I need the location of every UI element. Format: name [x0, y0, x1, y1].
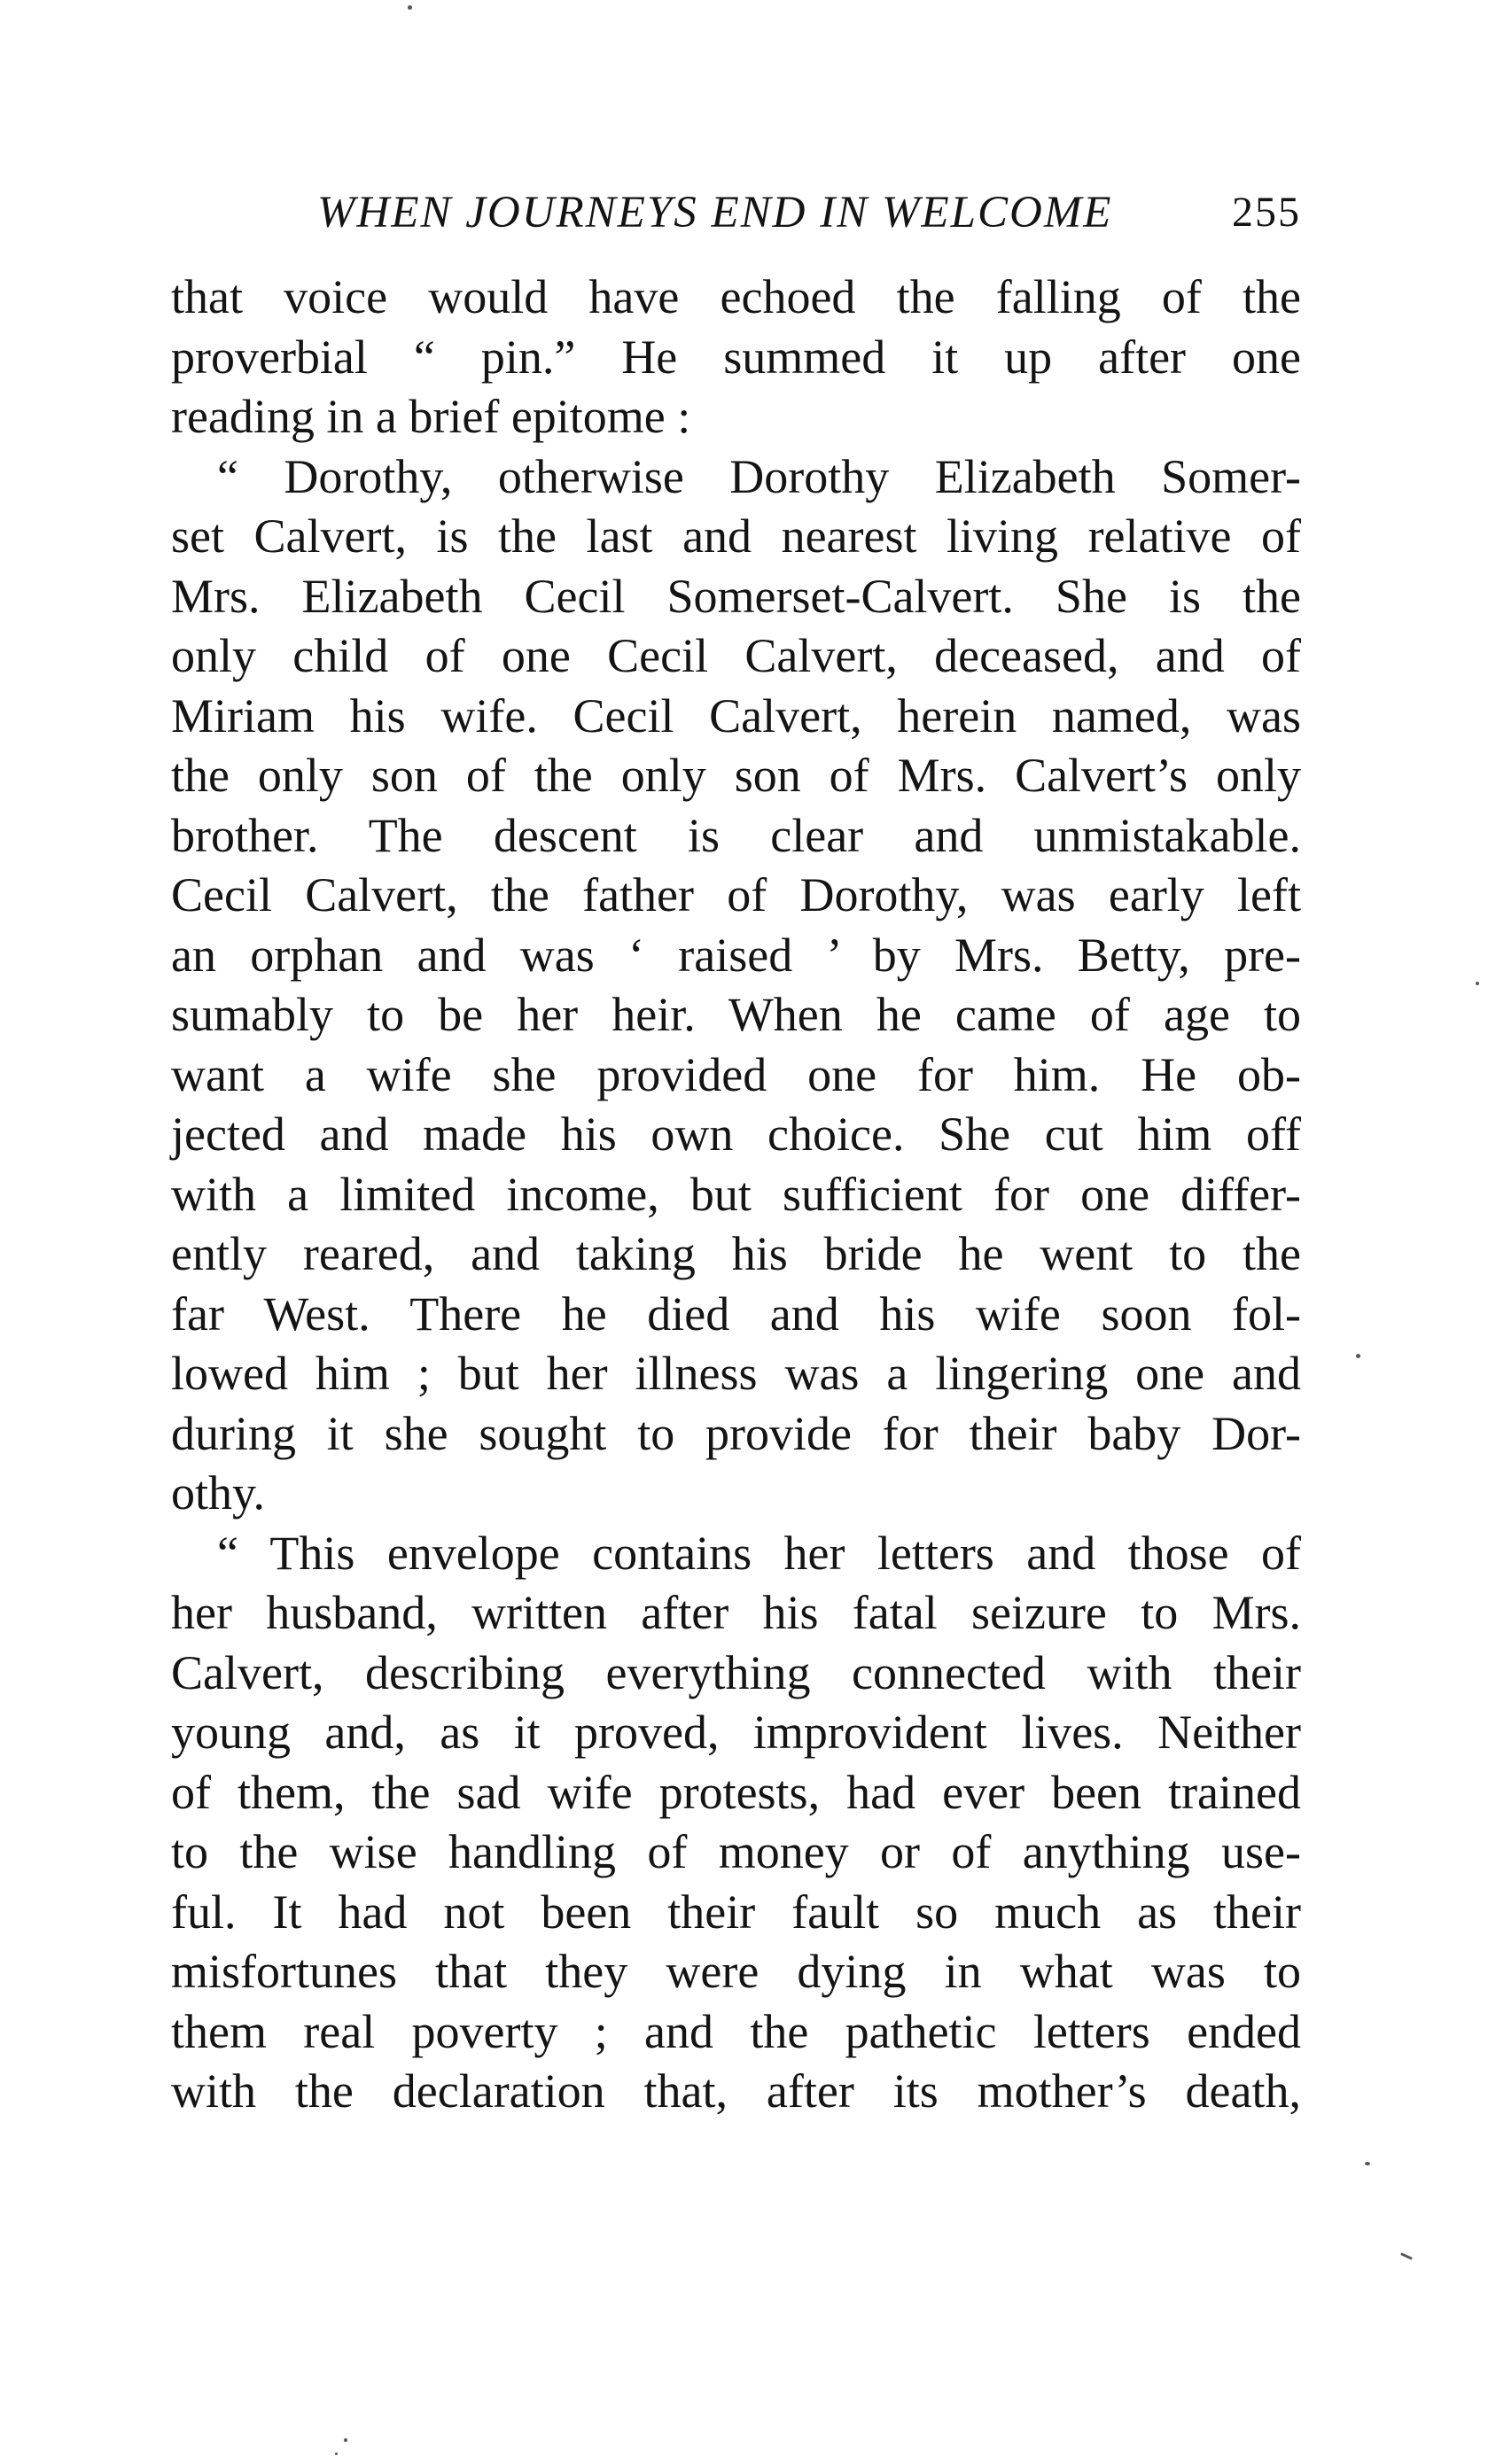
text-line: jected and made his own choice. She cut him off: [171, 1108, 1301, 1161]
text-line: with the declaration that, after its mother’s death,: [171, 2064, 1301, 2118]
text-line: to the wise handling of money or of anything use-: [171, 1825, 1301, 1878]
scan-speck: [1476, 982, 1479, 985]
text-line: proverbial “ pin.” He summed it up after one: [171, 330, 1301, 384]
text-line: during it she sought to provide for their baby Dor-: [171, 1406, 1301, 1460]
book-page: [171, 177, 1301, 2122]
text-line: that voice would have echoed the falling of the: [171, 270, 1301, 323]
text-line: Miriam his wife. Cecil Calvert, herein named, was: [171, 688, 1301, 742]
text-line: lowed him ; but her illness was a lingering one and: [171, 1347, 1301, 1400]
text-line: an orphan and was ‘ raised ’ by Mrs. Betty, pre-: [171, 928, 1301, 982]
text-line: far West. There he died and his wife soon fol-: [171, 1286, 1301, 1341]
text-line: young and, as it proved, improvident lives. Neither: [171, 1706, 1301, 1759]
scan-speck: [1356, 1354, 1360, 1358]
text-line: sumably to be her heir. When he came of age to: [171, 988, 1301, 1041]
scan-speck: [335, 2452, 338, 2455]
paragraph-start-line: “ This envelope contains her letters and those of: [217, 1526, 1301, 1580]
text-line: the only son of the only son of Mrs. Calvert’s only: [171, 749, 1301, 802]
text-line: set Calvert, is the last and nearest living relative of: [171, 509, 1301, 563]
text-line: want a wife she provided one for him. He ob-: [171, 1047, 1301, 1101]
scan-speck: [408, 5, 412, 10]
text-line: ful. It had not been their fault so much as their: [171, 1885, 1301, 1939]
text-line: of them, the sad wife protests, had ever been trained: [171, 1765, 1301, 1819]
text-line: Cecil Calvert, the father of Dorothy, was early left: [171, 868, 1301, 921]
text-line: misfortunes that they were dying in what was to: [171, 1945, 1301, 1998]
running-header-title: WHEN JOURNEYS END IN WELCOME: [317, 188, 1113, 237]
text-line: only child of one Cecil Calvert, deceased, and of: [171, 629, 1301, 682]
scan-speck: [1365, 2162, 1370, 2165]
text-line: Mrs. Elizabeth Cecil Somerset-Calvert. She is the: [171, 569, 1301, 623]
text-line: reading in a brief epitome :: [171, 390, 691, 443]
text-line: ently reared, and taking his bride he went to the: [171, 1227, 1301, 1280]
text-line: othy.: [171, 1466, 265, 1520]
running-header: [171, 177, 1301, 248]
page-number: 255: [1232, 189, 1301, 236]
text-line: brother. The descent is clear and unmistakable.: [171, 808, 1301, 862]
text-line: with a limited income, but sufficient for one differ-: [171, 1167, 1301, 1221]
text-line: them real poverty ; and the pathetic letters ended: [171, 2004, 1301, 2058]
scan-speck: [1400, 2252, 1413, 2260]
text-line: Calvert, describing everything connected with their: [171, 1645, 1301, 1699]
paragraph-start-line: “ Dorothy, otherwise Dorothy Elizabeth Somer-: [217, 449, 1301, 503]
text-line: her husband, written after his fatal seizure to Mrs.: [171, 1586, 1301, 1639]
scan-speck: [344, 2438, 347, 2442]
body-text: [171, 268, 1301, 2122]
